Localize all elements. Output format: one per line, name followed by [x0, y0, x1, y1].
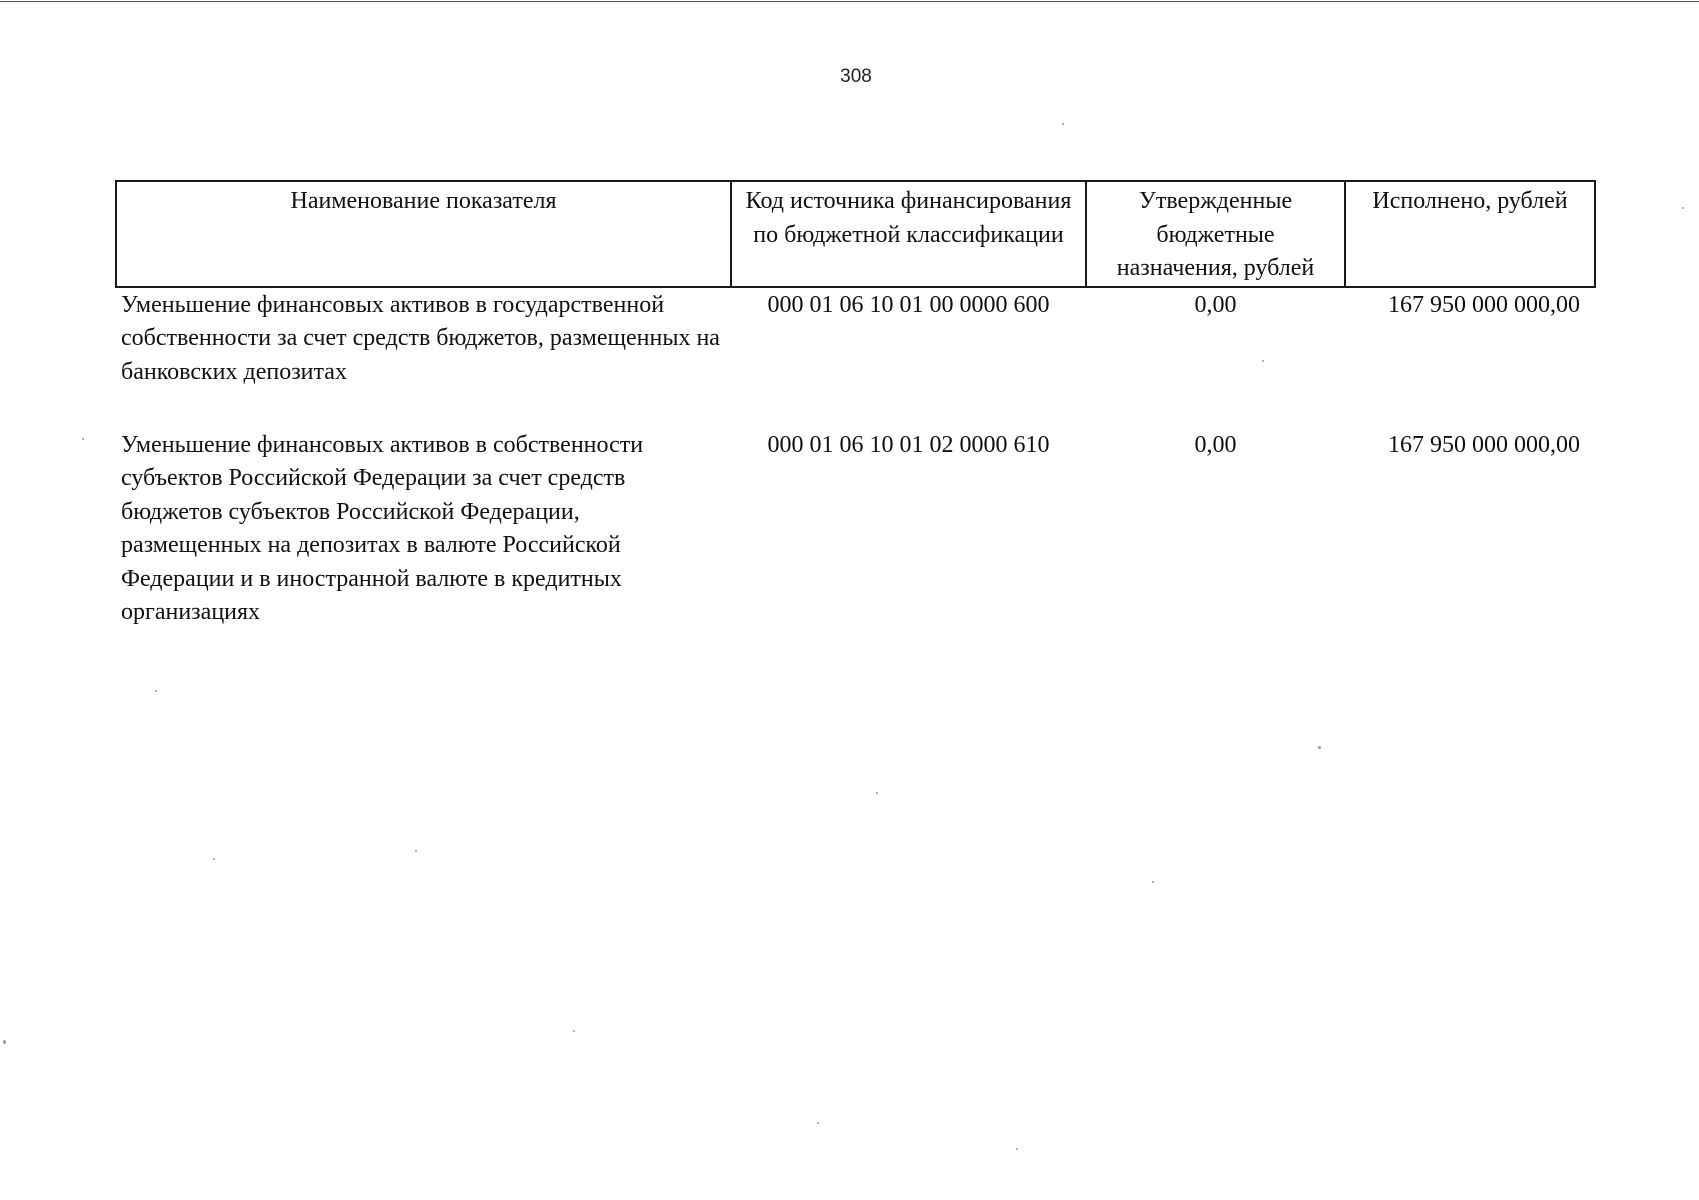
table-row	[116, 287, 1595, 429]
scan-speck	[213, 858, 215, 860]
header-row	[116, 181, 1595, 287]
scan-speck	[1262, 360, 1264, 362]
row-executed-amount: 167 950 000 000,00	[1388, 291, 1580, 318]
page-top-border	[0, 1, 1699, 2]
scan-speck	[1152, 881, 1154, 883]
scan-speck	[817, 1122, 819, 1124]
row-indicator-name: Уменьшение финансовых активов в государственной собственности за счет средств бюджетов, размещенных на банковских депозитах	[121, 291, 720, 385]
header-source-code: Код источника финансирования по бюджетной классификации	[731, 181, 1086, 287]
scan-speck	[876, 792, 878, 794]
budget-sources-table	[115, 180, 1596, 630]
page-number: 308	[840, 66, 872, 87]
scan-speck	[1682, 207, 1684, 209]
row-approved-amount: 0,00	[1194, 431, 1237, 458]
header-executed: Исполнено, рублей	[1345, 181, 1595, 287]
table-header	[116, 181, 1595, 287]
scan-speck	[82, 438, 84, 440]
scan-speck	[573, 1030, 575, 1032]
scan-speck	[1318, 746, 1321, 749]
scan-speck	[1062, 123, 1064, 125]
scan-speck	[3, 1040, 6, 1044]
scan-speck	[1016, 1148, 1018, 1150]
row-indicator-name: Уменьшение финансовых активов в собственности субъектов Российской Федерации за счет средств бюджетов субъектов Российской Федерации, размещенных на депозитах в валюте Российской Федерации и в иностранной валюте в кредитных организациях	[121, 431, 644, 625]
scan-speck	[155, 690, 157, 692]
row-approved-amount: 0,00	[1194, 291, 1237, 318]
table-row	[116, 429, 1595, 630]
header-approved-budget: Утвержденные бюджетные назначения, рублей	[1086, 181, 1345, 287]
header-indicator-name: Наименование показателя	[116, 181, 731, 287]
row-executed-amount: 167 950 000 000,00	[1388, 431, 1580, 458]
row-source-code: 000 01 06 10 01 00 0000 600	[767, 291, 1050, 318]
row-source-code: 000 01 06 10 01 02 0000 610	[767, 431, 1050, 458]
scan-speck	[415, 850, 417, 852]
table-body	[116, 287, 1595, 630]
